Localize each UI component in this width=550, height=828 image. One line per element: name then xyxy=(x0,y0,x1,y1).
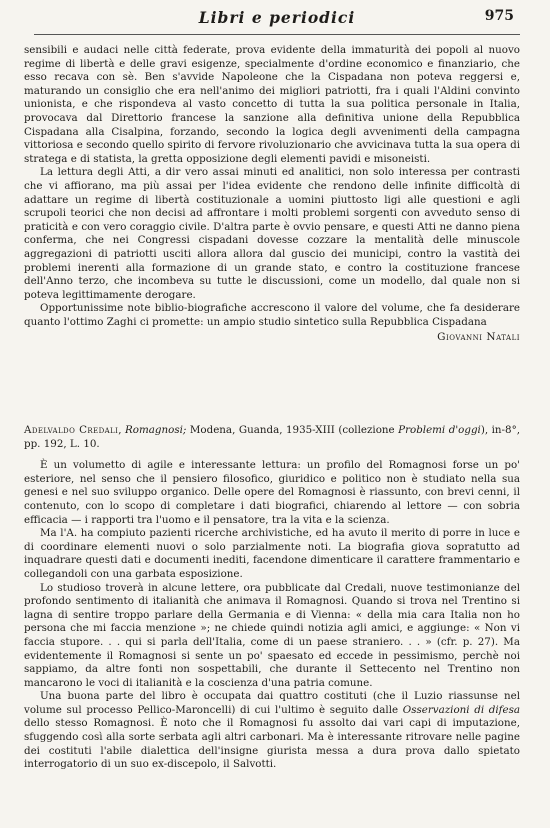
reviewer-signature: Giovanni Natali xyxy=(437,331,520,344)
paragraph: Lo studioso troverà in alcune lettere, ora pubblicate dal Credali, nuove testimonianze del profondo sentimento di italianità che animava il Romagnosi. Quando si trova nel Trentino si lagna di sentire troppo parlare della Germania e di Vienna: « della mia cara Italia non ho persona che mi faccia menzione »; ne chiede quindi notizia agli amici, e aggiunge: « Non vi faccia stupore. . . qui si parla dell'Italia, come di un paese straniero. . . » (cfr. p. 27). Ma evidentemente il Romagnosi si sente un po' spaesato ed eccede in pessimismo, perchè noi sappiamo, da altre fonti non sospettabili, che durante il Settecento nel Trentino non mancarono le voci di italianità e la coscienza d'una patria comune. xyxy=(24,581,520,689)
paragraph: Opportunissime note biblio-biografiche accrescono il valore del volume, che fa desiderare quanto l'ottimo Zaghi ci promette: un ampio studio sintetico sulla Repubblica Cispadana xyxy=(24,302,520,328)
citation-series: Problemi d'oggi xyxy=(398,424,481,436)
running-head xyxy=(40,8,514,30)
citation-publisher: Modena, Guanda, 1935-XIII (collezione xyxy=(186,424,399,436)
header-rule xyxy=(34,34,520,35)
citation-author: Adelvaldo Credali xyxy=(24,424,119,436)
paragraph: sensibili e audaci nelle città federate, prova evidente della immaturità dei popoli al nuovo regime di libertà e delle gravi esigenze, specialmente d'ordine economico e finanziario, che esso recava con sè. Ben s'avvide Napoleone che la Cispadana non poteva reggersi e, maturando un consiglio che era nell'animo dei migliori patriotti, fra i quali l'Aldini convinto unionista, e che rispondeva al vasto concetto di tutta la sua politica personale in Italia, provocava dal Direttorio francese la sanzione alla definitiva unione della Repubblica Cispadana alla Cisalpina, forzando, secondo la logica degli avvenimenti della campagna vittoriosa e secondo quello spirito di fervore rivoluzionario che avvicinava tutta la sua opera di stratega e di statista, la gretta opposizione degli elementi pavidi e misoneisti. xyxy=(24,44,520,165)
review-natali xyxy=(24,44,520,345)
paragraph-text: Una buona parte del libro è occupata dai quattro costituti (che il Luzio riassunse nel volume sul processo Pellico-Maroncelli) di cui l'ultimo è seguito dalle xyxy=(24,690,520,716)
paragraph: È un volumetto di agile e interessante lettura: un profilo del Romagnosi forse un po' esteriore, nel senso che il pensiero filosofico, giuridico e politico non è studiato nella sua genesi e nel suo sviluppo organico. Delle opere del Romagnosi è riassunto, con brevi cenni, il contenuto, con lo scopo di completare i dati biografici, chiarendo al lettore — con sobria efficacia — i rapporti tra l'uomo e il pensatore, tra la vita e la scienza. xyxy=(24,459,520,526)
italic-title: Osservazioni di difesa xyxy=(402,703,521,716)
running-title: Libri e periodici xyxy=(198,8,356,27)
spacer xyxy=(24,451,520,459)
citation-details: ), in-8°, pp. 192, L. 10. xyxy=(24,424,520,450)
paragraph-text: dello stesso Romagnosi. È noto che il Romagnosi fu assolto dai vari capi di imputazione, sfuggendo così alla sorte serbata agli altri carbonari. Ma è interessante ritrovare nelle pagine dei costituti l'abile dialettica dell'insigne giurista messa a dura prova dallo spietato interrogatorio di un suo ex-discepolo, il Salvotti. xyxy=(24,717,520,771)
paragraph xyxy=(24,690,520,772)
review-credali xyxy=(24,424,520,772)
citation-title: Romagnosi; xyxy=(125,424,187,436)
paragraph: Ma l'A. ha compiuto pazienti ricerche archivistiche, ed ha avuto il merito di porre in luce e di coordinare elementi nuovi o solo parzialmente noti. La biografia giova sopratutto ad inquadrare questi dati e documenti inediti, facendone dimenticare il carattere frammentario e collegandoli con una garbata esposizione. xyxy=(24,527,520,580)
book-citation: Adelvaldo Credali, Romagnosi; Modena, Guanda, 1935-XIII (collezione Problemi d'oggi), in-8°, pp. 192, L. 10. xyxy=(24,424,520,450)
page-number: 975 xyxy=(484,8,514,24)
paragraph: La lettura degli Atti, a dir vero assai minuti ed analitici, non solo interessa per contrasti che vi affiorano, ma più assai per l'idea evidente che rendono delle infinite difficoltà di adattare un regime di libertà costituzionale a uomini piuttosto ligi alle questioni e agli scrupoli teorici che non decisi ad affrontare i molti problemi sorgenti con avveduto senso di praticità e con vero coraggio civile. D'altra parte è ovvio pensare, e questi Atti ne danno piena conferma, che nei Congressi cispadani dovesse cozzare la mentalità delle minuscole aggregazioni di patriotti usciti allora allora dal guscio dei municipi, contro la vastità dei problemi inerenti alla formazione di un grande stato, e contro la costituzione francese dell'Anno terzo, che incombeva su tutte le discussioni, come un modello, dal quale non si poteva legittimamente derogare. xyxy=(24,166,520,301)
